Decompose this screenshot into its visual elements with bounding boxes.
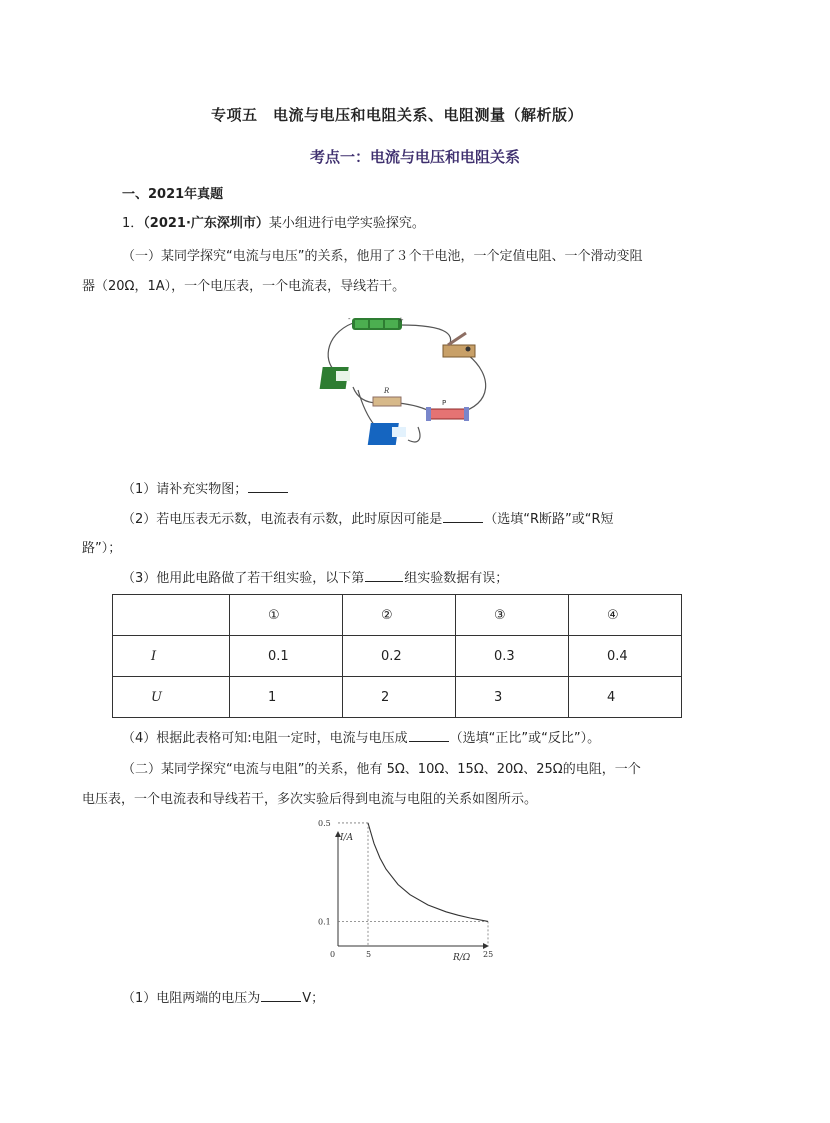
- y-tick-label: 0.5: [318, 818, 331, 828]
- part2-line1: （二）某同学探究“电流与电阻”的关系，他有 5Ω、10Ω、15Ω、20Ω、25Ω的电阻，一个: [122, 762, 641, 777]
- current-resistance-chart: [300, 818, 500, 966]
- switch-icon: [443, 333, 475, 357]
- answer-blank[interactable]: [409, 728, 449, 742]
- series-line: [368, 823, 488, 922]
- table-cell: [113, 595, 230, 636]
- question-text: 某小组进行电学实验探究。: [268, 216, 425, 231]
- row-label: U: [113, 677, 230, 718]
- table-row: [113, 636, 682, 677]
- ammeter-icon: [368, 423, 406, 445]
- resistor-label: R: [384, 387, 390, 395]
- table-cell: 0.2: [343, 636, 456, 677]
- question-1-stem: [122, 214, 425, 234]
- table-cell: 3: [456, 677, 569, 718]
- sub-question-2: （2）若电压表无示数，电流表有示数，此时原因可能是 （选填“R断路”或“R短: [122, 509, 614, 530]
- question-source: （2021·广东深圳市）: [143, 216, 269, 231]
- y-axis-label: I/A: [340, 833, 354, 843]
- part1-line2: 器（20Ω，1A），一个电压表，一个电流表，导线若干。: [82, 279, 406, 294]
- answer-blank[interactable]: [261, 988, 301, 1002]
- slider-label: P: [442, 399, 447, 407]
- y-tick-label: 0.1: [318, 917, 331, 927]
- table-cell: 1: [230, 677, 343, 718]
- table-header-cell: ②: [343, 595, 456, 636]
- section-heading: 一、2021年真题: [122, 187, 224, 202]
- rheostat-icon: [426, 399, 469, 421]
- battery-plus-label: +: [398, 316, 404, 324]
- table-row: [113, 677, 682, 718]
- row-label: I: [113, 636, 230, 677]
- voltmeter-icon: [320, 367, 350, 389]
- table-header-cell: ①: [230, 595, 343, 636]
- answer-blank[interactable]: [443, 509, 483, 523]
- battery-minus-label: -: [348, 315, 351, 323]
- x-tick-label: 5: [366, 950, 372, 959]
- table-cell: 4: [569, 677, 682, 718]
- table-header-row: [113, 595, 682, 636]
- table-cell: 0.1: [230, 636, 343, 677]
- sub-question-1: （1）请补充实物图；: [122, 479, 289, 500]
- answer-blank[interactable]: [248, 479, 288, 493]
- x-axis-label: R/Ω: [453, 953, 471, 963]
- table-cell: 2: [343, 677, 456, 718]
- resistor-icon: [373, 387, 401, 406]
- page-title: 专项五 电流与电压和电阻关系、电阻测量（解析版）: [210, 106, 583, 124]
- answer-blank[interactable]: [365, 568, 403, 582]
- circuit-figure: [318, 315, 508, 465]
- sub-question-4: （4）根据此表格可知:电阻一定时，电流与电压成 （选填“正比”或“反比”）。: [122, 728, 600, 749]
- table-cell: 0.4: [569, 636, 682, 677]
- section-subtitle: 考点一：电流与电压和电阻关系: [309, 148, 520, 166]
- table-header-cell: ③: [456, 595, 569, 636]
- data-table: [112, 594, 682, 718]
- question-number: 1．: [122, 216, 144, 231]
- table-header-cell: ④: [569, 595, 682, 636]
- origin-label: 0: [330, 950, 336, 959]
- part1-line1: （一）某同学探究“电流与电压”的关系，他用了３个干电池，一个定值电阻、一个滑动变阻: [122, 249, 643, 264]
- sub-question-2-cont: 路”）；: [82, 541, 122, 556]
- part2-line2: 电压表，一个电流表和导线若干，多次实验后得到电流与电阻的关系如图所示。: [82, 792, 538, 807]
- sub-question-5: （1）电阻两端的电压为 V；: [122, 988, 324, 1009]
- x-tick-label: 25: [483, 950, 494, 959]
- table-cell: 0.3: [456, 636, 569, 677]
- sub-question-3: （3）他用此电路做了若干组实验，以下第 组实验数据有误；: [122, 568, 508, 589]
